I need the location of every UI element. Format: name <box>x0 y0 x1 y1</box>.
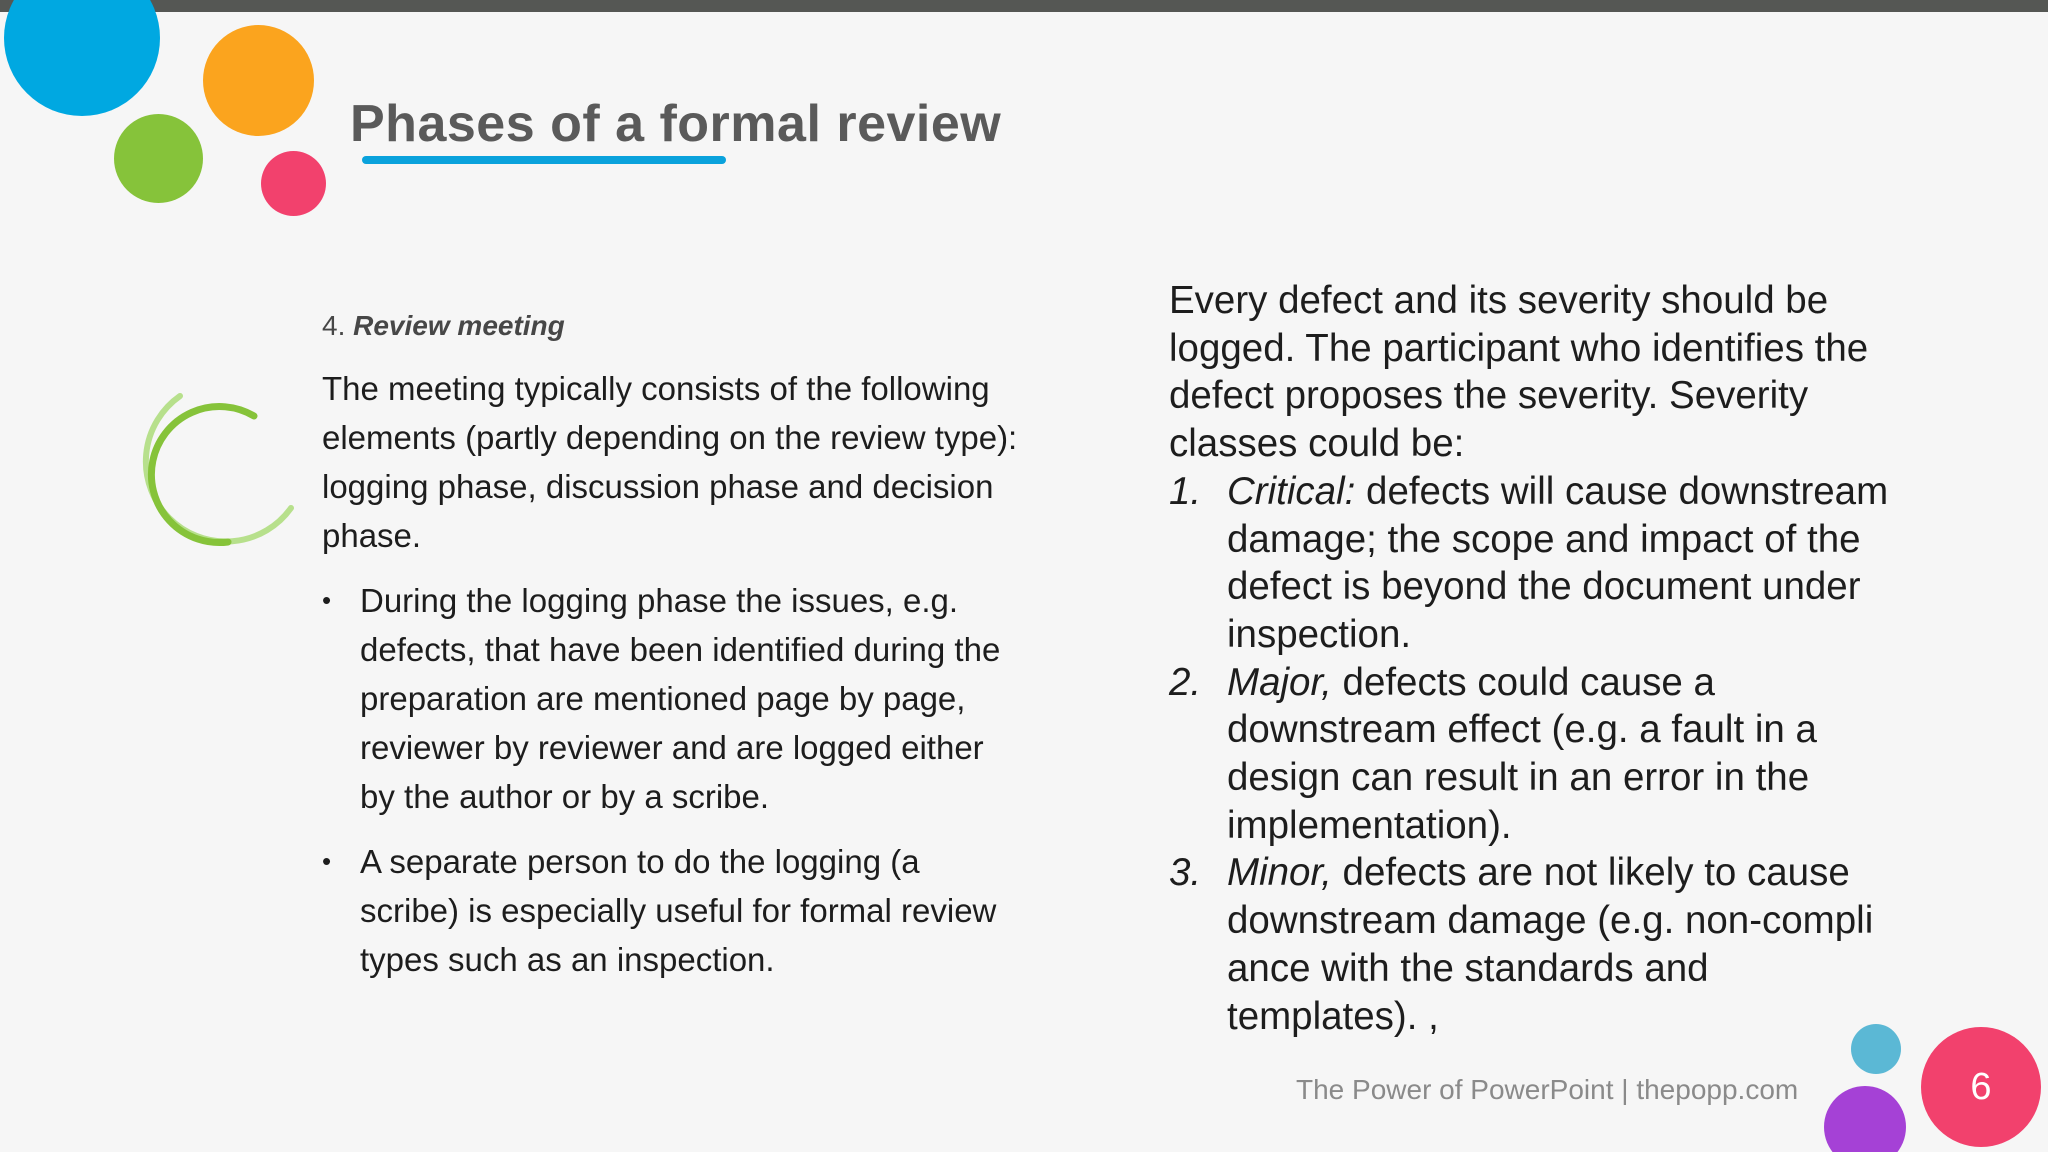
footer-text: The Power of PowerPoint | thepopp.com <box>1296 1074 1799 1105</box>
list-item <box>322 837 1022 984</box>
orange-circle-decoration <box>203 25 314 136</box>
page-number-badge: 6 <box>1921 1027 2041 1147</box>
severity-description: defects could cause a downstream effect (e.g. a fault in a design can result in an error in the implementation). <box>1227 660 1817 847</box>
blue-circle-decoration <box>4 0 160 116</box>
step-name: Review meeting <box>353 310 565 341</box>
bullet-icon: • <box>322 585 332 615</box>
severity-term: Critical: <box>1227 469 1356 513</box>
meeting-intro: The meeting typically consists of the following elements (partly depending on the review type): logging phase, discussion phase and decision phase. <box>322 370 1018 554</box>
severity-intro: Every defect and its severity should be logged. The participant who identifies the defect proposes the severity. Severity classes could be: <box>1169 279 1869 466</box>
purple-circle-decoration <box>1824 1086 1906 1152</box>
severity-term: Major, <box>1227 660 1332 704</box>
title-underline <box>362 156 726 164</box>
item-number: 1. <box>1169 469 1202 513</box>
pink-circle-decoration <box>261 151 326 216</box>
step-number: 4. <box>322 310 346 341</box>
severity-class-item <box>1169 468 1909 659</box>
right-column <box>1169 277 1909 1040</box>
arc-decoration <box>126 392 296 562</box>
severity-class-item <box>1169 849 1909 1040</box>
severity-description: defects are not likely to cause downstream damage (e.g. non-compli ance with the standards and templates). , <box>1227 851 1874 1038</box>
bullet-text: A separate person to do the logging (a scribe) is especially useful for formal review types such as an inspection. <box>360 843 997 978</box>
severity-description: defects will cause downstream damage; the scope and impact of the defect is beyond the document under inspection. <box>1227 469 1889 656</box>
severity-class-list <box>1169 468 1909 1040</box>
item-number: 3. <box>1169 851 1202 895</box>
bullet-text: During the logging phase the issues, e.g. defects, that have been identified during the preparation are mentioned page by page, reviewer by reviewer and are logged either by the author or by a scribe. <box>360 582 1001 815</box>
list-item <box>322 576 1022 821</box>
step-heading <box>322 310 1022 342</box>
bullet-list <box>322 576 1022 984</box>
left-column <box>322 310 1022 1000</box>
top-bar <box>0 0 2048 12</box>
severity-class-item <box>1169 659 1909 850</box>
bullet-icon: • <box>322 846 332 876</box>
slide-title: Phases of a formal review <box>350 95 1002 153</box>
item-number: 2. <box>1169 660 1202 704</box>
green-circle-decoration <box>114 114 203 203</box>
severity-term: Minor, <box>1227 851 1332 895</box>
